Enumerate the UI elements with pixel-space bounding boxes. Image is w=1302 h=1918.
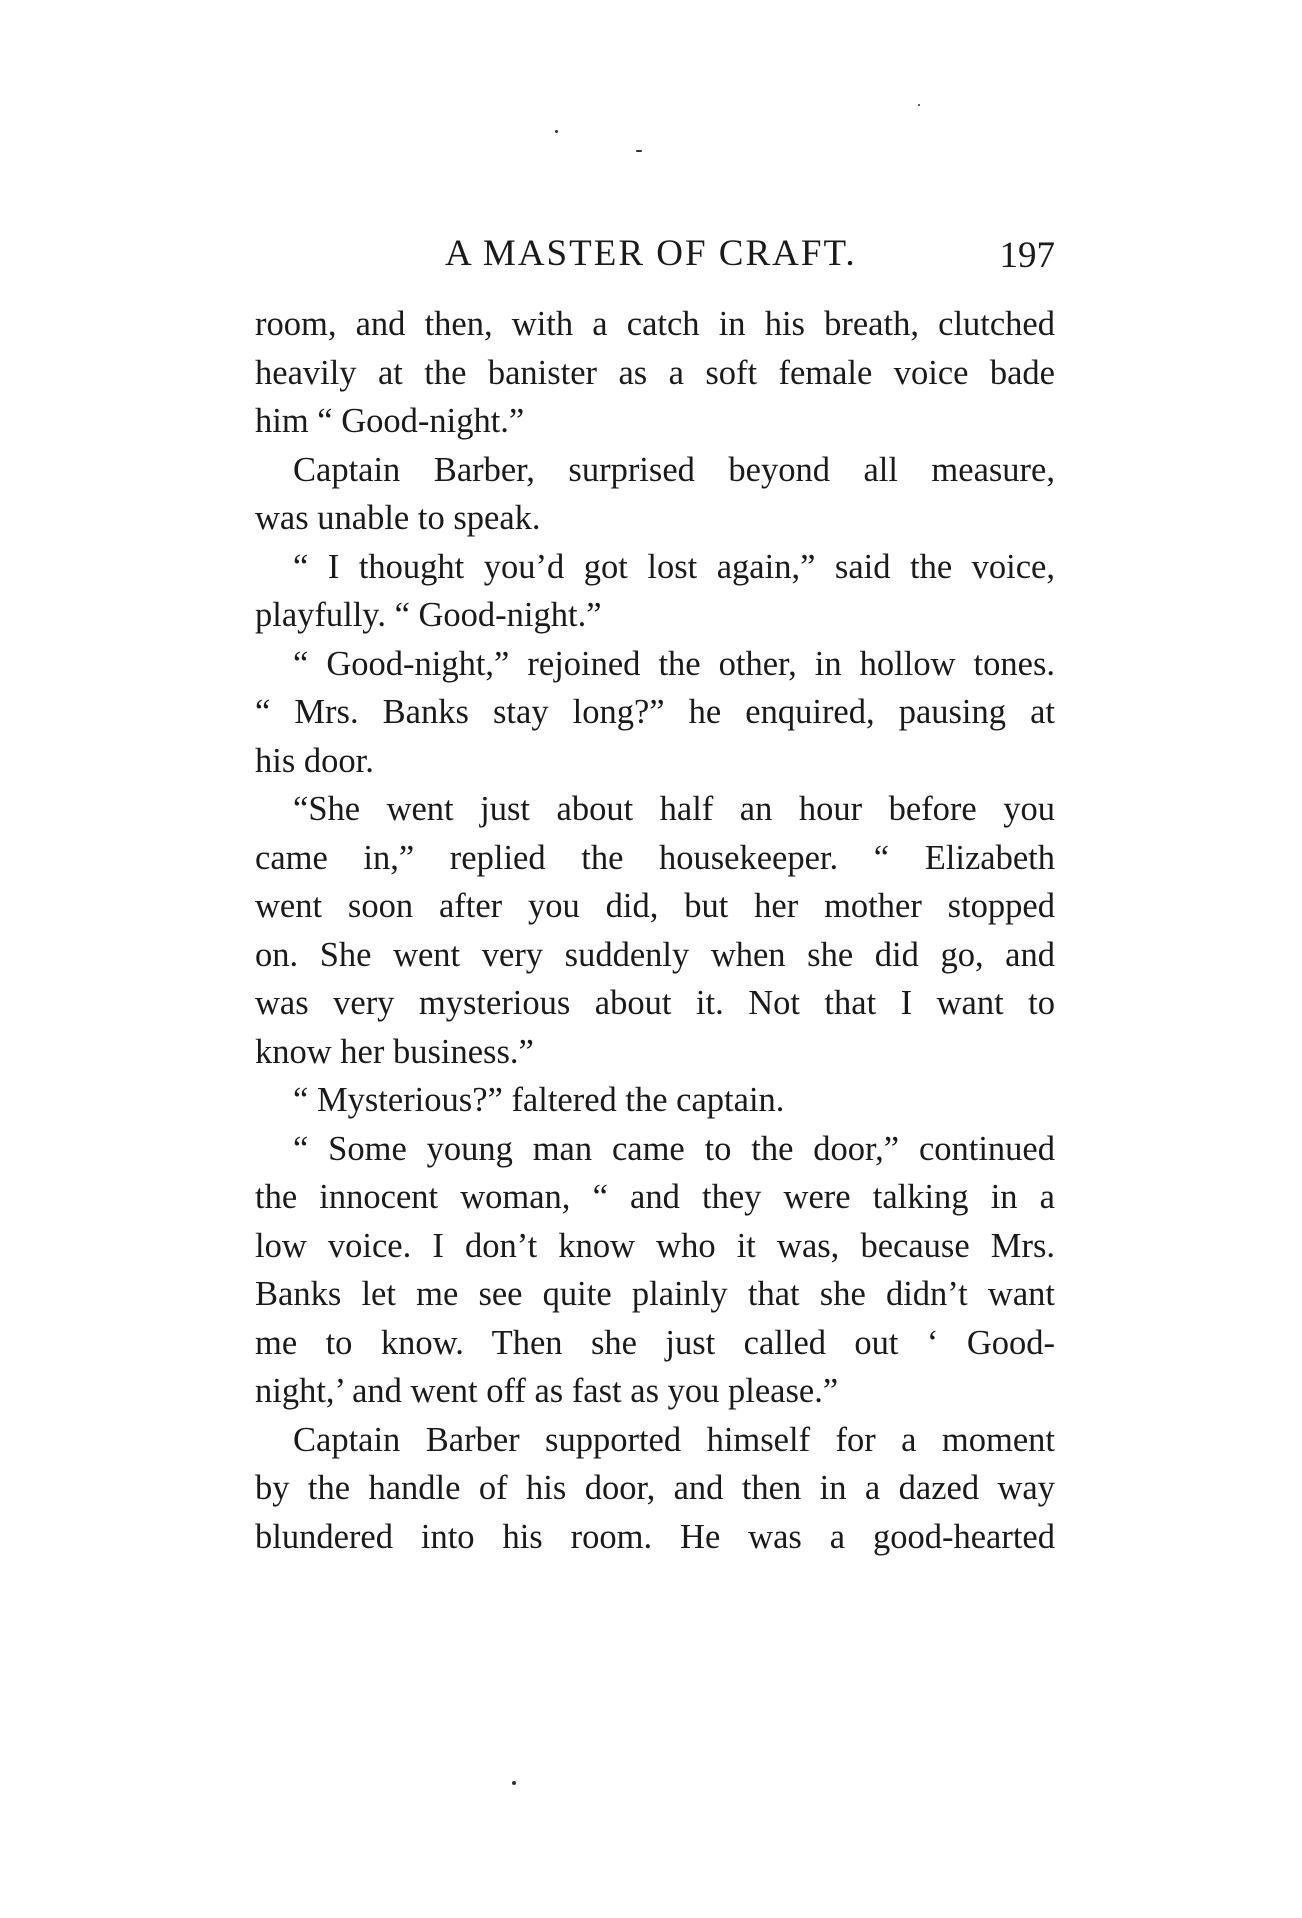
text-line: “ Mysterious?” faltered the captain. — [293, 1081, 785, 1119]
text-line: me to know. Then she just called out ‘ Good- — [255, 1323, 1055, 1362]
text-line: was very mysterious about it. Not that I want to — [255, 984, 1055, 1022]
body-text — [255, 300, 1055, 1561]
text-line: “ I thought you’d got lost again,” said the voice, — [293, 547, 1055, 586]
print-speck — [512, 1781, 516, 1785]
print-speck — [636, 150, 642, 152]
text-line: “ Good-night,” rejoined the other, in hollow tones. — [293, 644, 1055, 683]
text-line: low voice. I don’t know who it was, because Mrs. — [255, 1226, 1055, 1265]
text-line: room, and then, with a catch in his breath, clutched — [255, 305, 1055, 343]
page-header — [255, 232, 1055, 280]
page-number: 197 — [999, 235, 1055, 276]
text-line: blundered into his room. He was a good-hearted — [255, 1517, 1055, 1556]
text-line: heavily at the banister as a soft female voice bade — [255, 353, 1055, 392]
text-line: night,’ and went off as fast as you please.” — [255, 1372, 839, 1410]
print-speck — [555, 130, 558, 133]
running-head: A MASTER OF CRAFT. — [445, 233, 857, 274]
text-line: “She went just about half an hour before you — [293, 790, 1055, 828]
text-line: his door. — [255, 741, 374, 780]
print-speck — [918, 104, 920, 106]
text-line: Banks let me see quite plainly that she didn’t want — [255, 1275, 1055, 1313]
text-line: him “ Good-night.” — [255, 402, 525, 440]
text-line: “ Mrs. Banks stay long?” he enquired, pausing at — [255, 693, 1055, 731]
text-line: “ Some young man came to the door,” continued — [293, 1129, 1055, 1168]
text-line: by the handle of his door, and then in a dazed way — [255, 1469, 1055, 1507]
text-line: on. She went very suddenly when she did go, and — [255, 935, 1055, 974]
text-line: know her business.” — [255, 1032, 534, 1071]
text-line: playfully. “ Good-night.” — [255, 596, 602, 634]
text-line: was unable to speak. — [255, 499, 541, 537]
text-line: the innocent woman, “ and they were talking in a — [255, 1178, 1055, 1216]
text-line: Captain Barber, surprised beyond all measure, — [293, 450, 1055, 489]
text-line: came in,” replied the housekeeper. “ Elizabeth — [255, 838, 1055, 877]
text-line: Captain Barber supported himself for a moment — [293, 1420, 1055, 1459]
text-line: went soon after you did, but her mother stopped — [255, 887, 1055, 925]
